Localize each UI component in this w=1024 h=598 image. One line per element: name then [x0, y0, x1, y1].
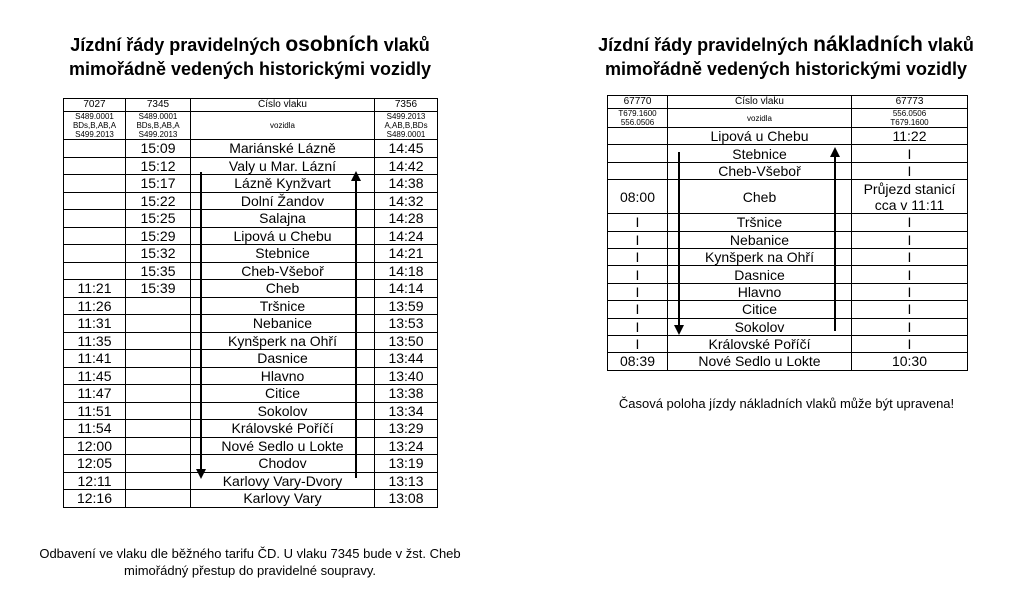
passenger-timetable [63, 98, 438, 508]
time-7356: 13:50 [375, 332, 438, 350]
time-7345 [126, 472, 191, 490]
time-7356: 14:32 [375, 192, 438, 210]
time-7345: 15:39 [126, 280, 191, 298]
time-7356: 14:38 [375, 175, 438, 193]
time-7027: 12:11 [64, 472, 126, 490]
time-67773: I [852, 145, 968, 162]
time-67770: I [608, 248, 668, 265]
station-name: Salajna [191, 210, 375, 228]
time-67773: I [852, 266, 968, 283]
station-name: Hlavno [191, 367, 375, 385]
time-7356: 13:24 [375, 437, 438, 455]
table-row [64, 210, 438, 228]
time-67770: I [608, 301, 668, 318]
time-7027: 11:45 [64, 367, 126, 385]
passenger-header-row [64, 99, 438, 112]
time-7356: 13:19 [375, 455, 438, 473]
time-67770: I [608, 214, 668, 231]
passenger-title-line1: Jízdní řády pravidelných osobních vlaků [70, 33, 430, 56]
station-name: Karlovy Vary-Dvory [191, 472, 375, 490]
train-number-7345: 7345 [126, 99, 191, 112]
train-number-label: Číslo vlaku [668, 96, 852, 109]
time-67773: I [852, 214, 968, 231]
time-7356: 13:40 [375, 367, 438, 385]
time-7345 [126, 315, 191, 333]
time-7345 [126, 385, 191, 403]
time-7027: 11:26 [64, 297, 126, 315]
vehicles-7027: S489.0001 BDs,B,AB,A S499.2013 [64, 112, 126, 140]
time-7027: 11:31 [64, 315, 126, 333]
station-name: Mariánské Lázně [191, 140, 375, 158]
time-7356: 13:53 [375, 315, 438, 333]
time-7027: 12:00 [64, 437, 126, 455]
time-7027: 11:51 [64, 402, 126, 420]
time-67773: 11:22 [852, 128, 968, 145]
time-7027: 11:21 [64, 280, 126, 298]
freight-title-line1: Jízdní řády pravidelných nákladních vlaků [598, 33, 974, 56]
station-name: Sokolov [191, 402, 375, 420]
station-name: Dasnice [191, 350, 375, 368]
time-7345: 15:12 [126, 157, 191, 175]
time-67770 [608, 128, 668, 145]
time-7345: 15:25 [126, 210, 191, 228]
time-7345 [126, 402, 191, 420]
train-number-7356: 7356 [375, 99, 438, 112]
time-7027: 12:16 [64, 490, 126, 508]
freight-title-line2: mimořádně vedených historickými vozidly [604, 59, 968, 79]
time-67770: I [608, 283, 668, 300]
station-name: Lipová u Chebu [668, 128, 852, 145]
station-name: Citice [668, 301, 852, 318]
station-name: Karlovy Vary [191, 490, 375, 508]
time-7027 [64, 262, 126, 280]
time-7356: 14:18 [375, 262, 438, 280]
time-7027: 12:05 [64, 455, 126, 473]
passenger-title [20, 33, 480, 81]
station-name: Lázně Kynžvart [191, 175, 375, 193]
table-row [64, 385, 438, 403]
time-7345: 15:22 [126, 192, 191, 210]
table-row [64, 280, 438, 298]
station-name: Cheb [668, 180, 852, 214]
table-row [64, 227, 438, 245]
table-row [608, 231, 968, 248]
time-7027 [64, 210, 126, 228]
station-name: Nebanice [191, 315, 375, 333]
station-name: Chodov [191, 455, 375, 473]
station-name: Nové Sedlo u Lokte [191, 437, 375, 455]
freight-timetable [607, 95, 968, 371]
table-row [608, 162, 968, 179]
passenger-note: Odbavení ve vlaku dle běžného tarifu ČD. U vlaku 7345 bude v žst. Cheb mimořádný přestup do pravidelné soupravy. [39, 546, 461, 578]
table-row [64, 437, 438, 455]
station-name: Královské Poříčí [668, 335, 852, 352]
time-7345: 15:32 [126, 245, 191, 263]
station-name: Tršnice [191, 297, 375, 315]
station-name: Sokolov [668, 318, 852, 335]
table-row [608, 301, 968, 318]
time-7345 [126, 455, 191, 473]
table-row [64, 262, 438, 280]
passenger-title-line2: mimořádně vedených historickými vozidly [68, 59, 432, 79]
time-7356: 13:13 [375, 472, 438, 490]
freight-title-emphasis: nákladních [813, 33, 923, 56]
time-7356: 13:38 [375, 385, 438, 403]
time-7027 [64, 227, 126, 245]
time-7027 [64, 140, 126, 158]
time-67770 [608, 145, 668, 162]
station-name: Lipová u Chebu [191, 227, 375, 245]
table-row [64, 175, 438, 193]
time-7027 [64, 157, 126, 175]
station-name: Nové Sedlo u Lokte [668, 353, 852, 370]
time-7356: 13:59 [375, 297, 438, 315]
table-row [64, 472, 438, 490]
time-7027: 11:54 [64, 420, 126, 438]
table-row [608, 353, 968, 370]
station-name: Dolní Žandov [191, 192, 375, 210]
time-7027: 11:41 [64, 350, 126, 368]
train-number-7027: 7027 [64, 99, 126, 112]
vehicles-67770: T679.1600 556.0506 [608, 109, 668, 128]
table-row [64, 297, 438, 315]
table-row [64, 367, 438, 385]
vehicles-label: vozidla [668, 109, 852, 128]
table-row [608, 335, 968, 352]
time-67773: I [852, 335, 968, 352]
time-7345 [126, 367, 191, 385]
time-67773: I [852, 283, 968, 300]
time-67770: I [608, 318, 668, 335]
time-7356: 13:34 [375, 402, 438, 420]
time-7345 [126, 490, 191, 508]
vehicles-7356: S499.2013 A,AB,B,BDs S489.0001 [375, 112, 438, 140]
freight-header-row [608, 96, 968, 109]
time-7345: 15:17 [126, 175, 191, 193]
table-row [64, 192, 438, 210]
train-number-67773: 67773 [852, 96, 968, 109]
table-row [64, 490, 438, 508]
table-row [608, 180, 968, 214]
time-67770: I [608, 335, 668, 352]
time-7027 [64, 175, 126, 193]
time-7356: 13:44 [375, 350, 438, 368]
time-7027 [64, 192, 126, 210]
time-67773: I [852, 248, 968, 265]
table-row [608, 248, 968, 265]
time-67770: 08:39 [608, 353, 668, 370]
time-7356: 14:42 [375, 157, 438, 175]
time-67773: Průjezd stanicí cca v 11:11 [852, 180, 968, 214]
station-name: Stebnice [668, 145, 852, 162]
station-name: Kynšperk na Ohří [668, 248, 852, 265]
table-row [64, 420, 438, 438]
time-7345 [126, 437, 191, 455]
station-name: Cheb-Všeboř [668, 162, 852, 179]
train-number-67770: 67770 [608, 96, 668, 109]
time-67773: I [852, 162, 968, 179]
time-7356: 13:08 [375, 490, 438, 508]
table-row [608, 214, 968, 231]
station-name: Valy u Mar. Lázní [191, 157, 375, 175]
station-name: Hlavno [668, 283, 852, 300]
time-7027 [64, 245, 126, 263]
time-67773: I [852, 318, 968, 335]
station-name: Královské Poříčí [191, 420, 375, 438]
time-7356: 13:29 [375, 420, 438, 438]
freight-note: Časová poloha jízdy nákladních vlaků může být upravena! [618, 396, 955, 411]
time-67773: I [852, 231, 968, 248]
table-row [608, 283, 968, 300]
time-67773: I [852, 301, 968, 318]
time-7345: 15:29 [126, 227, 191, 245]
passenger-vehicles-row [64, 112, 438, 140]
time-67773: 10:30 [852, 353, 968, 370]
table-row [608, 318, 968, 335]
station-name: Cheb [191, 280, 375, 298]
time-7345 [126, 297, 191, 315]
train-number-label: Číslo vlaku [191, 99, 375, 112]
time-7345 [126, 332, 191, 350]
time-7027: 11:35 [64, 332, 126, 350]
station-name: Tršnice [668, 214, 852, 231]
time-7356: 14:14 [375, 280, 438, 298]
table-row [64, 332, 438, 350]
station-name: Cheb-Všeboř [191, 262, 375, 280]
freight-vehicles-row [608, 109, 968, 128]
table-row [64, 350, 438, 368]
station-name: Dasnice [668, 266, 852, 283]
station-name: Nebanice [668, 231, 852, 248]
table-row [64, 455, 438, 473]
table-row [64, 157, 438, 175]
table-row [608, 266, 968, 283]
table-row [64, 245, 438, 263]
table-row [64, 402, 438, 420]
time-67770: I [608, 266, 668, 283]
passenger-title-emphasis: osobních [285, 33, 379, 56]
time-67770: 08:00 [608, 180, 668, 214]
table-row [64, 315, 438, 333]
time-7345 [126, 350, 191, 368]
vehicles-label: vozidla [191, 112, 375, 140]
time-7345: 15:09 [126, 140, 191, 158]
table-row [608, 145, 968, 162]
time-7345 [126, 420, 191, 438]
table-row [608, 128, 968, 145]
time-7356: 14:24 [375, 227, 438, 245]
vehicles-7345: S489.0001 BDs,B,AB,A S499.2013 [126, 112, 191, 140]
time-7027: 11:47 [64, 385, 126, 403]
time-7356: 14:21 [375, 245, 438, 263]
time-7345: 15:35 [126, 262, 191, 280]
time-7356: 14:45 [375, 140, 438, 158]
station-name: Stebnice [191, 245, 375, 263]
station-name: Kynšperk na Ohří [191, 332, 375, 350]
table-row [64, 140, 438, 158]
vehicles-67773: 556.0506 T679.1600 [852, 109, 968, 128]
time-7356: 14:28 [375, 210, 438, 228]
time-67770 [608, 162, 668, 179]
freight-title [553, 33, 1019, 81]
time-67770: I [608, 231, 668, 248]
station-name: Citice [191, 385, 375, 403]
